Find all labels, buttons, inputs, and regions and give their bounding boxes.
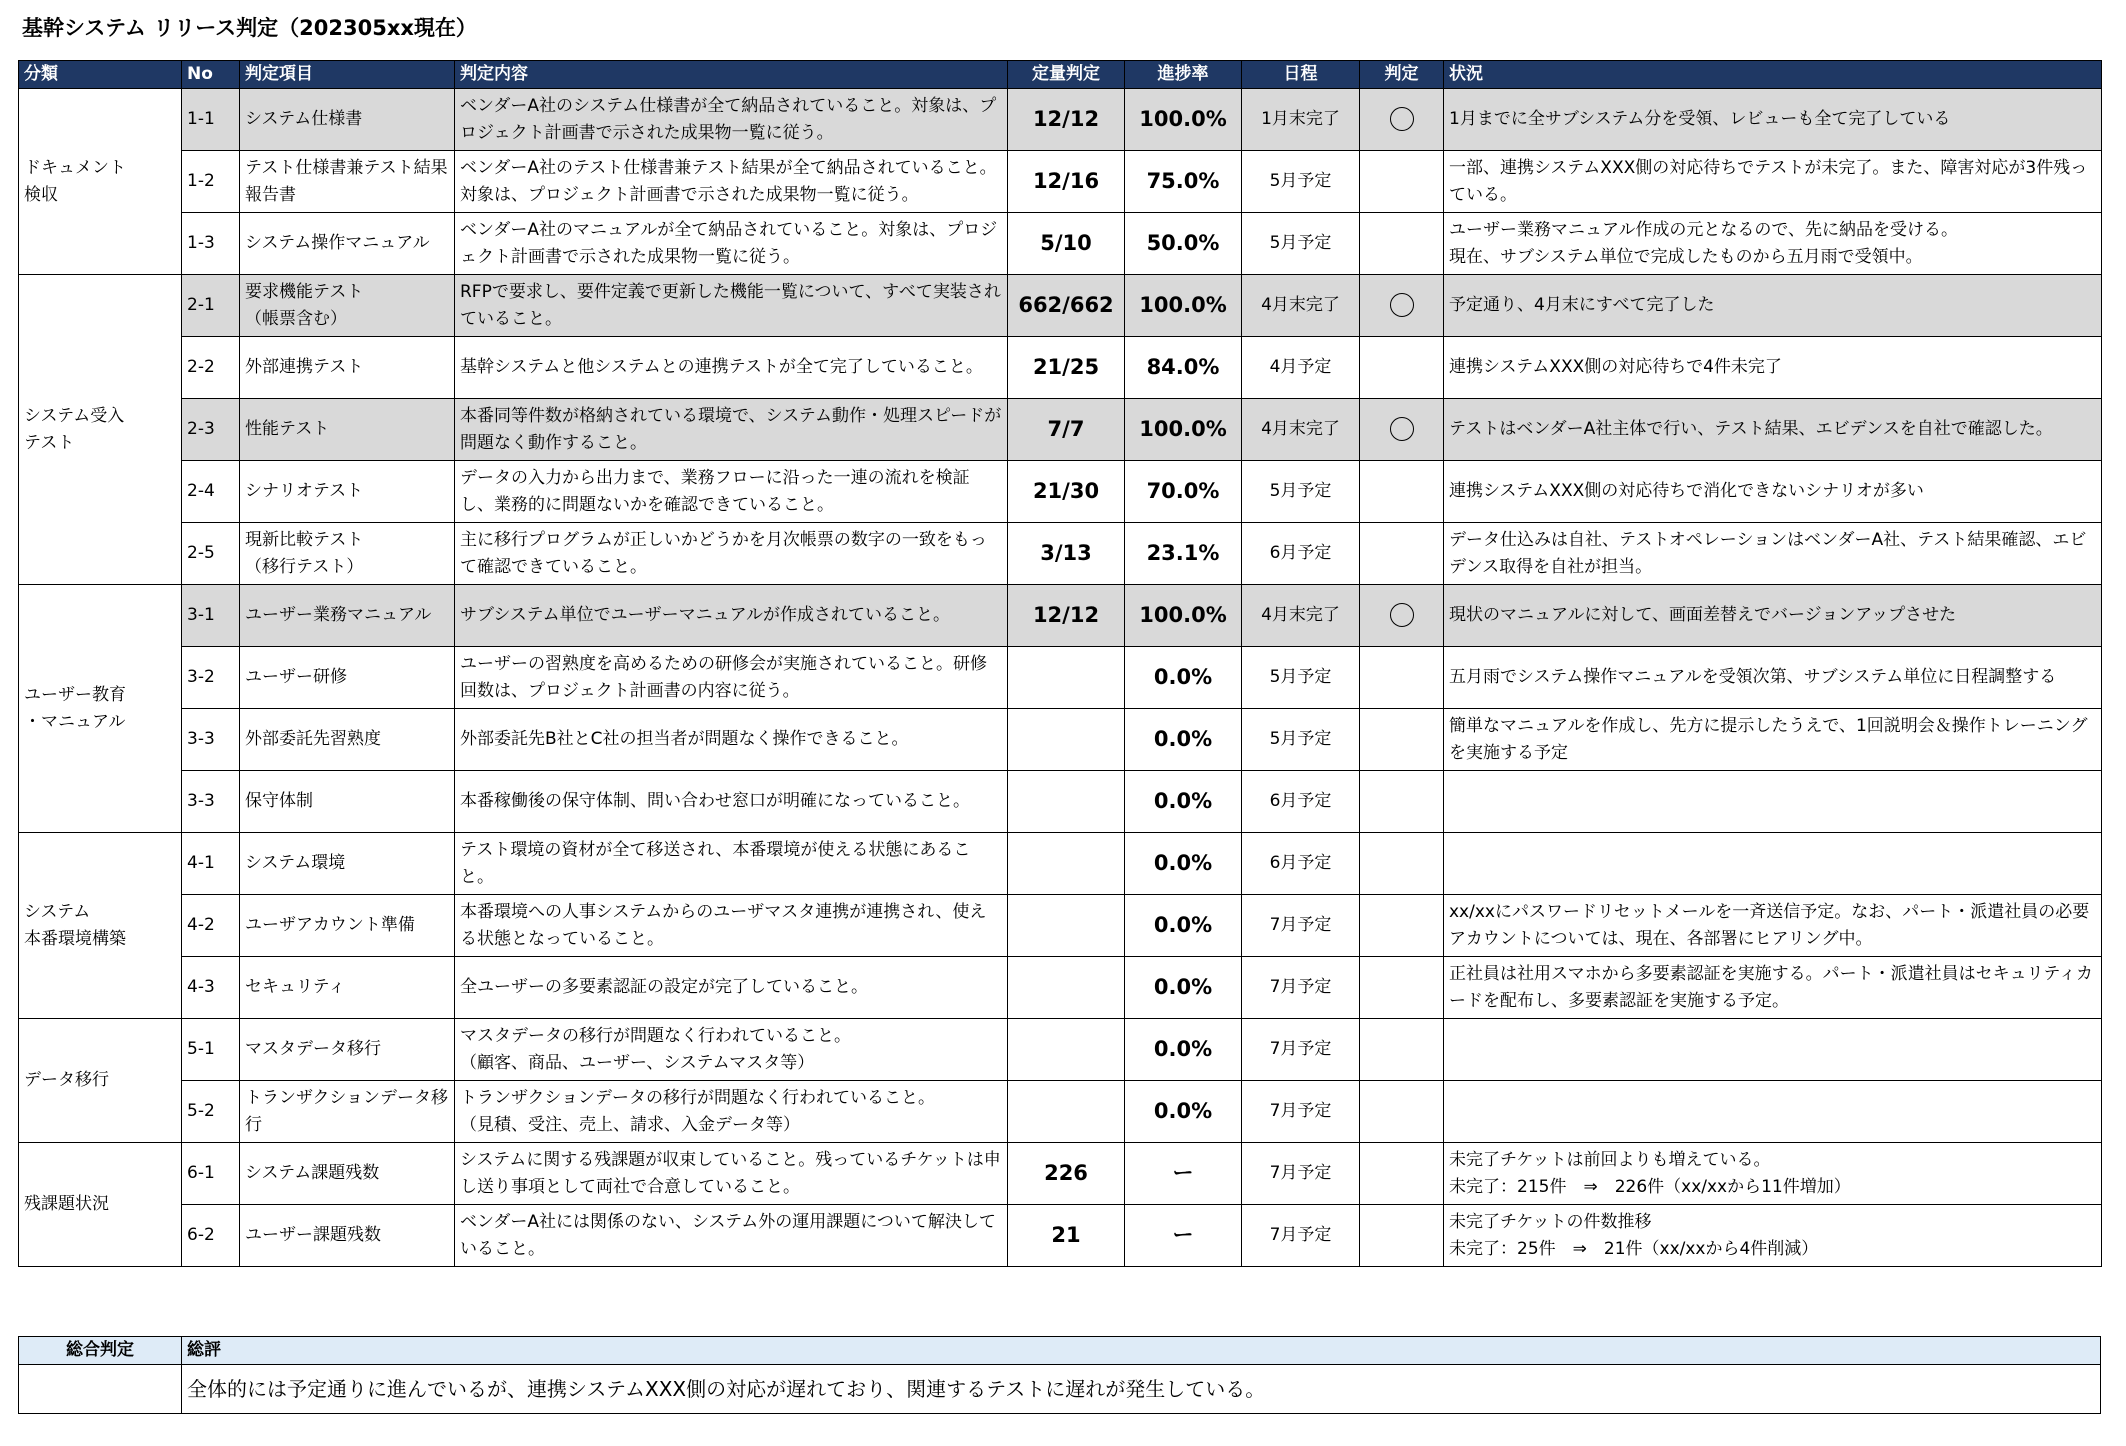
row-schedule: 5月予定 [1242,647,1360,709]
row-content: 本番稼働後の保守体制、問い合わせ窓口が明確になっていること。 [455,771,1008,833]
row-item: システム課題残数 [240,1143,455,1205]
summary-review-text: 全体的には予定通りに進んでいるが、連携システムXXX側の対応が遅れており、関連するテストに遅れが発生している。 [182,1365,2101,1414]
row-no: 1-3 [182,213,240,275]
row-content: ベンダーA社には関係のない、システム外の運用課題について解決していること。 [455,1205,1008,1267]
row-quant: 12/12 [1008,89,1125,151]
row-progress: ー [1125,1143,1242,1205]
header-content: 判定内容 [455,61,1008,89]
row-item: テスト仕様書兼テスト結果報告書 [240,151,455,213]
summary-judge-header: 総合判定 [19,1337,182,1365]
row-no: 6-2 [182,1205,240,1267]
row-content: 外部委託先B社とC社の担当者が問題なく操作できること。 [455,709,1008,771]
row-item: 保守体制 [240,771,455,833]
row-no: 2-5 [182,523,240,585]
table-body [19,89,2102,1267]
row-quant: 3/13 [1008,523,1125,585]
summary-table [18,1336,2101,1414]
row-schedule: 7月予定 [1242,957,1360,1019]
row-progress: 70.0% [1125,461,1242,523]
row-content: ユーザーの習熟度を高めるための研修会が実施されていること。研修回数は、プロジェクト計画書の内容に従う。 [455,647,1008,709]
row-schedule: 5月予定 [1242,213,1360,275]
table-row [19,89,2102,151]
row-status: 現状のマニュアルに対して、画面差替えでバージョンアップさせた [1444,585,2102,647]
judge-circle-icon [1390,107,1414,131]
row-schedule: 7月予定 [1242,1143,1360,1205]
row-quant: 7/7 [1008,399,1125,461]
table-row [19,895,2102,957]
row-status: 簡単なマニュアルを作成し、先方に提示したうえで、1回説明会＆操作トレーニングを実施する予定 [1444,709,2102,771]
row-content: 主に移行プログラムが正しいかどうかを月次帳票の数字の一致をもって確認できていること。 [455,523,1008,585]
row-judge [1360,585,1444,647]
row-quant [1008,833,1125,895]
header-progress: 進捗率 [1125,61,1242,89]
row-quant: 21/25 [1008,337,1125,399]
row-progress: ー [1125,1205,1242,1267]
row-status: 一部、連携システムXXX側の対応待ちでテストが未完了。また、障害対応が3件残っている。 [1444,151,2102,213]
row-no: 4-1 [182,833,240,895]
row-quant [1008,771,1125,833]
table-row [19,833,2102,895]
row-quant: 21/30 [1008,461,1125,523]
table-row [19,585,2102,647]
row-quant: 12/12 [1008,585,1125,647]
row-content: トランザクションデータの移行が問題なく行われていること。 （見積、受注、売上、請求、入金データ等） [455,1081,1008,1143]
row-judge [1360,89,1444,151]
row-status: 正社員は社用スマホから多要素認証を実施する。パート・派遣社員はセキュリティカードを配布し、多要素認証を実施する予定。 [1444,957,2102,1019]
row-item: 現新比較テスト （移行テスト） [240,523,455,585]
row-no: 2-3 [182,399,240,461]
row-progress: 100.0% [1125,585,1242,647]
row-quant: 226 [1008,1143,1125,1205]
row-quant [1008,647,1125,709]
row-no: 4-2 [182,895,240,957]
category-cell: システム 本番環境構築 [19,833,182,1019]
row-progress: 0.0% [1125,1081,1242,1143]
row-item: ユーザアカウント準備 [240,895,455,957]
table-row [19,151,2102,213]
row-judge [1360,895,1444,957]
table-row [19,1143,2102,1205]
row-no: 1-2 [182,151,240,213]
row-status: 連携システムXXX側の対応待ちで4件未完了 [1444,337,2102,399]
row-progress: 84.0% [1125,337,1242,399]
row-status: 未完了チケットの件数推移 未完了：25件 ⇒ 21件（xx/xxから4件削減） [1444,1205,2102,1267]
row-progress: 0.0% [1125,1019,1242,1081]
row-no: 2-4 [182,461,240,523]
row-quant [1008,895,1125,957]
row-status [1444,1081,2102,1143]
row-progress: 0.0% [1125,771,1242,833]
row-status: テストはベンダーA社主体で行い、テスト結果、エビデンスを自社で確認した。 [1444,399,2102,461]
row-content: 全ユーザーの多要素認証の設定が完了していること。 [455,957,1008,1019]
row-status: 五月雨でシステム操作マニュアルを受領次第、サブシステム単位に日程調整する [1444,647,2102,709]
row-item: ユーザー課題残数 [240,1205,455,1267]
row-status [1444,1019,2102,1081]
row-quant: 5/10 [1008,213,1125,275]
row-status [1444,771,2102,833]
row-judge [1360,151,1444,213]
row-schedule: 1月末完了 [1242,89,1360,151]
row-item: トランザクションデータ移行 [240,1081,455,1143]
row-item: システム環境 [240,833,455,895]
table-row [19,1205,2102,1267]
header-quant: 定量判定 [1008,61,1125,89]
summary-body-row [19,1365,2101,1414]
category-cell: 残課題状況 [19,1143,182,1267]
row-progress: 100.0% [1125,89,1242,151]
row-status: 1月までに全サブシステム分を受領、レビューも全て完了している [1444,89,2102,151]
judge-circle-icon [1390,417,1414,441]
row-quant: 12/16 [1008,151,1125,213]
release-judgement-table [18,60,2102,1267]
category-cell: システム受入 テスト [19,275,182,585]
row-content: テスト環境の資材が全て移送され、本番環境が使える状態にあること。 [455,833,1008,895]
summary-header-row [19,1337,2101,1365]
judge-circle-icon [1390,603,1414,627]
row-schedule: 7月予定 [1242,1205,1360,1267]
row-content: システムに関する残課題が収束していること。残っているチケットは申し送り事項として両社で合意していること。 [455,1143,1008,1205]
row-no: 6-1 [182,1143,240,1205]
header-schedule: 日程 [1242,61,1360,89]
row-progress: 50.0% [1125,213,1242,275]
row-status: ユーザー業務マニュアル作成の元となるので、先に納品を受ける。 現在、サブシステム単位で完成したものから五月雨で受領中。 [1444,213,2102,275]
row-quant [1008,709,1125,771]
row-progress: 0.0% [1125,895,1242,957]
row-quant [1008,1019,1125,1081]
row-quant [1008,957,1125,1019]
row-content: ベンダーA社のテスト仕様書兼テスト結果が全て納品されていること。対象は、プロジェクト計画書で示された成果物一覧に従う。 [455,151,1008,213]
row-item: 外部連携テスト [240,337,455,399]
summary-review-header: 総評 [182,1337,2101,1365]
row-judge [1360,461,1444,523]
row-schedule: 7月予定 [1242,895,1360,957]
header-judge: 判定 [1360,61,1444,89]
table-row [19,213,2102,275]
row-judge [1360,647,1444,709]
row-quant: 21 [1008,1205,1125,1267]
table-row [19,275,2102,337]
row-progress: 100.0% [1125,399,1242,461]
header-item: 判定項目 [240,61,455,89]
row-item: 外部委託先習熟度 [240,709,455,771]
header-category: 分類 [19,61,182,89]
row-schedule: 6月予定 [1242,833,1360,895]
row-no: 2-2 [182,337,240,399]
row-item: システム操作マニュアル [240,213,455,275]
row-judge [1360,337,1444,399]
header-row [19,61,2102,89]
row-no: 3-3 [182,771,240,833]
table-row [19,771,2102,833]
summary-judge-value [19,1365,182,1414]
row-judge [1360,709,1444,771]
row-status: 予定通り、4月末にすべて完了した [1444,275,2102,337]
header-status: 状況 [1444,61,2102,89]
row-content: 基幹システムと他システムとの連携テストが全て完了していること。 [455,337,1008,399]
row-schedule: 6月予定 [1242,771,1360,833]
row-content: RFPで要求し、要件定義で更新した機能一覧について、すべて実装されていること。 [455,275,1008,337]
row-no: 4-3 [182,957,240,1019]
row-no: 1-1 [182,89,240,151]
row-judge [1360,771,1444,833]
row-status: 連携システムXXX側の対応待ちで消化できないシナリオが多い [1444,461,2102,523]
category-cell: ドキュメント 検収 [19,89,182,275]
row-progress: 0.0% [1125,709,1242,771]
table-row [19,647,2102,709]
row-no: 3-3 [182,709,240,771]
row-judge [1360,399,1444,461]
row-no: 5-1 [182,1019,240,1081]
row-schedule: 7月予定 [1242,1019,1360,1081]
row-schedule: 7月予定 [1242,1081,1360,1143]
row-content: ベンダーA社のマニュアルが全て納品されていること。対象は、プロジェクト計画書で示された成果物一覧に従う。 [455,213,1008,275]
row-item: マスタデータ移行 [240,1019,455,1081]
row-progress: 75.0% [1125,151,1242,213]
row-progress: 100.0% [1125,275,1242,337]
row-schedule: 5月予定 [1242,461,1360,523]
row-judge [1360,957,1444,1019]
row-status: xx/xxにパスワードリセットメールを一斉送信予定。なお、パート・派遣社員の必要アカウントについては、現在、各部署にヒアリング中。 [1444,895,2102,957]
row-progress: 23.1% [1125,523,1242,585]
judge-circle-icon [1390,293,1414,317]
row-judge [1360,1205,1444,1267]
row-schedule: 4月末完了 [1242,275,1360,337]
table-row [19,337,2102,399]
row-content: サブシステム単位でユーザーマニュアルが作成されていること。 [455,585,1008,647]
row-item: ユーザー研修 [240,647,455,709]
row-no: 3-2 [182,647,240,709]
row-judge [1360,833,1444,895]
table-row [19,709,2102,771]
row-content: ベンダーA社のシステム仕様書が全て納品されていること。対象は、プロジェクト計画書で示された成果物一覧に従う。 [455,89,1008,151]
row-judge [1360,523,1444,585]
table-row [19,523,2102,585]
row-status: データ仕込みは自社、テストオペレーションはベンダーA社、テスト結果確認、エビデンス取得を自社が担当。 [1444,523,2102,585]
table-row [19,957,2102,1019]
row-schedule: 4月末完了 [1242,399,1360,461]
row-progress: 0.0% [1125,833,1242,895]
row-judge [1360,1019,1444,1081]
page-title: 基幹システム リリース判定（202305xx現在） [22,16,477,40]
row-status: 未完了チケットは前回よりも増えている。 未完了：215件 ⇒ 226件（xx/xxから11件増加） [1444,1143,2102,1205]
row-quant: 662/662 [1008,275,1125,337]
category-cell: データ移行 [19,1019,182,1143]
row-status [1444,833,2102,895]
row-item: セキュリティ [240,957,455,1019]
table-row [19,1081,2102,1143]
row-progress: 0.0% [1125,957,1242,1019]
row-content: 本番同等件数が格納されている環境で、システム動作・処理スピードが問題なく動作すること。 [455,399,1008,461]
row-judge [1360,1081,1444,1143]
row-schedule: 4月末完了 [1242,585,1360,647]
row-item: システム仕様書 [240,89,455,151]
row-no: 5-2 [182,1081,240,1143]
category-cell: ユーザー教育 ・マニュアル [19,585,182,833]
header-no: No [182,61,240,89]
row-quant [1008,1081,1125,1143]
table-row [19,399,2102,461]
row-content: 本番環境への人事システムからのユーザマスタ連携が連携され、使える状態となっていること。 [455,895,1008,957]
table-row [19,461,2102,523]
row-schedule: 5月予定 [1242,709,1360,771]
row-no: 2-1 [182,275,240,337]
row-content: マスタデータの移行が問題なく行われていること。 （顧客、商品、ユーザー、システムマスタ等） [455,1019,1008,1081]
row-schedule: 4月予定 [1242,337,1360,399]
row-schedule: 6月予定 [1242,523,1360,585]
table-row [19,1019,2102,1081]
row-judge [1360,213,1444,275]
row-schedule: 5月予定 [1242,151,1360,213]
row-judge [1360,275,1444,337]
row-no: 3-1 [182,585,240,647]
row-progress: 0.0% [1125,647,1242,709]
row-judge [1360,1143,1444,1205]
row-item: シナリオテスト [240,461,455,523]
row-item: 要求機能テスト （帳票含む） [240,275,455,337]
row-content: データの入力から出力まで、業務フローに沿った一連の流れを検証し、業務的に問題ないかを確認できていること。 [455,461,1008,523]
row-item: ユーザー業務マニュアル [240,585,455,647]
row-item: 性能テスト [240,399,455,461]
